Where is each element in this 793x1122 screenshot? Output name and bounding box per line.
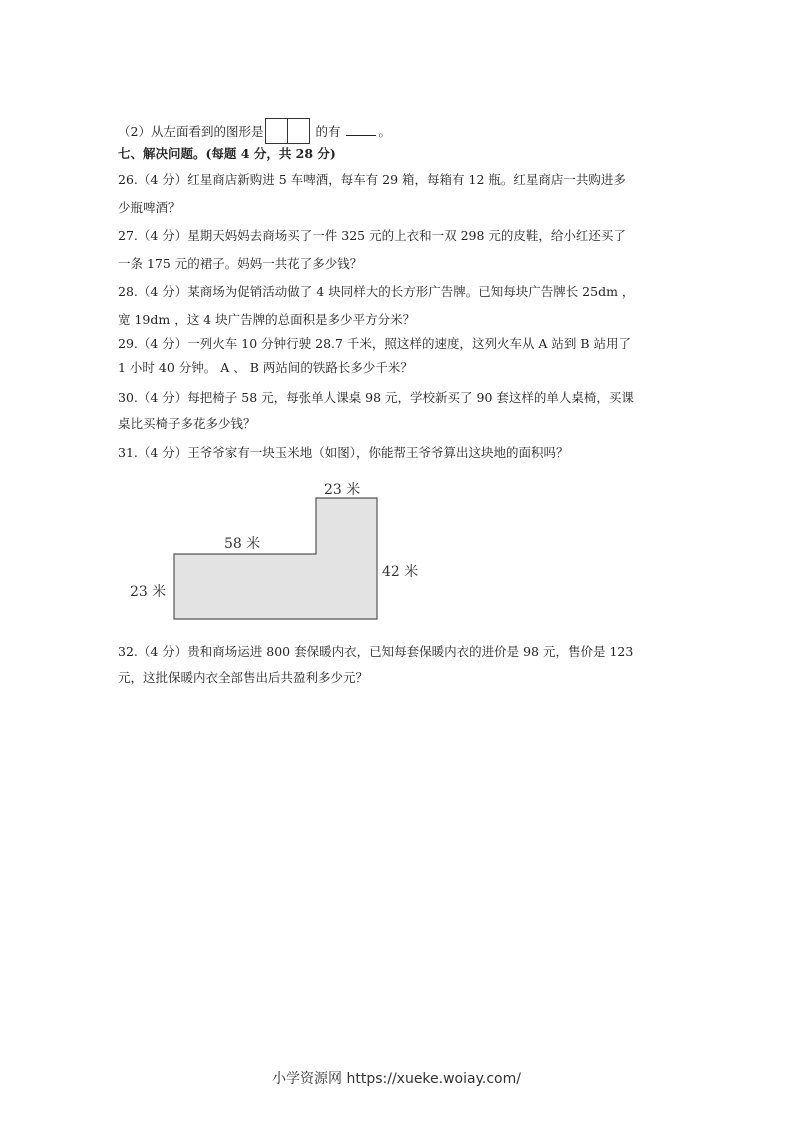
q29-line1: 29.（4 分）一列火车 10 分钟行驶 28.7 千米，照这样的速度，这列火车从 A 站到 B 站用了	[118, 336, 632, 351]
q26-line2: 少瓶啤酒？	[118, 200, 181, 215]
question-view-prefix: （2）从左面看到的图形是	[118, 124, 264, 139]
q30-line1: 30.（4 分）每把椅子 58 元，每张单人课桌 98 元，学校新买了 90 套这样的单人桌椅，买课	[118, 390, 634, 405]
cornfield-figure	[118, 472, 438, 632]
label-right: 42 米	[382, 564, 419, 580]
q28-line2: 宽 19dm ，这 4 块广告牌的总面积是多少平方分米？	[118, 312, 416, 327]
label-top: 23 米	[324, 482, 361, 498]
answer-blank[interactable]	[346, 123, 376, 136]
label-middle: 58 米	[224, 536, 261, 552]
question-view-end: 。	[378, 124, 391, 139]
q31-line1: 31.（4 分）王爷爷家有一块玉米地（如图），你能帮王爷爷算出这块地的面积吗？	[118, 445, 569, 460]
q27-line2: 一条 175 元的裙子。妈妈一共花了多少钱？	[118, 256, 363, 271]
q28-line1: 28.（4 分）某商场为促销活动做了 4 块同样大的长方形广告牌。已知每块广告牌长 25dm ，	[118, 284, 635, 299]
field-shape	[174, 498, 377, 619]
q32-line1: 32.（4 分）贵和商场运进 800 套保暖内衣，已知每套保暖内衣的进价是 98 元，售价是 123	[118, 644, 634, 659]
q30-line2: 桌比买椅子多花多少钱？	[118, 416, 256, 431]
question-view	[118, 118, 391, 144]
q27-line1: 27.（4 分）星期天妈妈去商场买了一件 325 元的上衣和一双 298 元的皮鞋，给小红还买了	[118, 228, 626, 243]
q32-line2: 元，这批保暖内衣全部售出后共盈利多少元？	[118, 670, 369, 685]
question-view-suffix: 的有	[315, 124, 341, 139]
q26-line1: 26.（4 分）红星商店新购进 5 车啤酒，每车有 29 箱，每箱有 12 瓶。红星商店一共购进多	[118, 172, 626, 187]
footer-text: 小学资源网 https://xueke.woiay.com/	[272, 1071, 521, 1087]
cornfield-svg	[118, 472, 438, 632]
q29-line2: 1 小时 40 分钟。 A 、 B 两站间的铁路长多少千米？	[118, 360, 413, 375]
two-square-figure	[265, 118, 313, 144]
section-title: 七、解决问题。(每题 4 分，共 28 分)	[118, 146, 336, 161]
label-left: 23 米	[130, 584, 167, 600]
